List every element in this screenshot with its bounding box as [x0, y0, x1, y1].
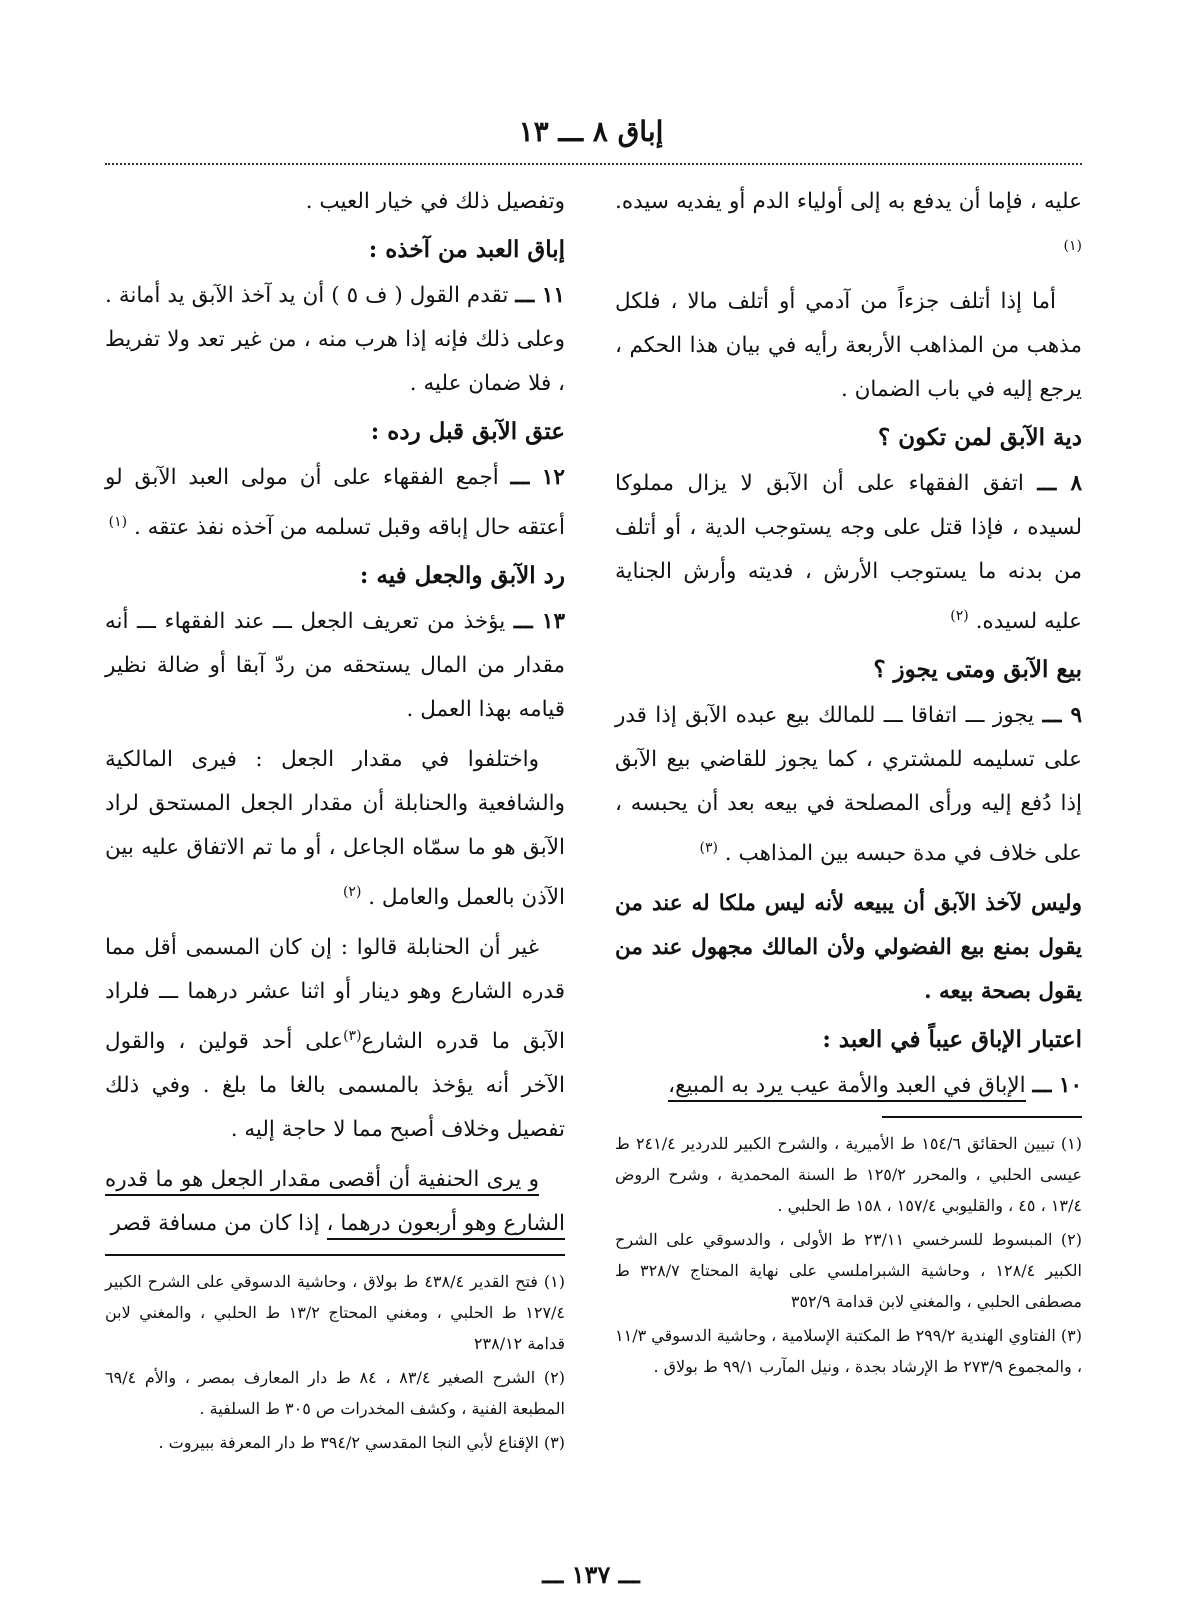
- footnote-divider: [882, 1116, 1082, 1118]
- section-heading: رد الآبق والجعل فيه :: [359, 562, 565, 590]
- section-heading: بيع الآبق ومتى يجوز ؟: [873, 656, 1082, 684]
- footnotes: [105, 1266, 565, 1458]
- section-heading: دية الآبق لمن تكون ؟: [878, 424, 1082, 452]
- paragraph: واختلفوا في مقدار الجعل : فيرى المالكية والشافعية والحنابلة أن مقدار الجعل المستحق لراد الآبق هو ما سمّاه الجاعل ، أو ما تم الاتفاق عليه بين الآذن بالعمل والعامل . $^{(٢)}$: [105, 747, 565, 911]
- section-number: ٨ ـــ: [1037, 471, 1083, 497]
- footnote: (٢) الشرح الصغير ٨٣/٤ ، ٨٤ ط دار المعارف بمصر ، والأم ٦٩/٤ المطبعة الفنية ، وكشف المخدرات ص ٣٠٥ ط السلفية .: [105, 1368, 565, 1419]
- section-heading: إباق العبد من آخذه :: [368, 236, 565, 263]
- footnotes: [615, 1128, 1082, 1382]
- section-heading: اعتبار الإباق عيباً في العبد :: [822, 1026, 1082, 1054]
- left-column: [105, 180, 565, 1461]
- paragraph: ١١ ـــ تقدم القول ( ف ٥ ) أن يد آخذ الآبق يد أمانة . وعلى ذلك فإنه إذا هرب منه ، من غير تعد ولا تفريط ، فلا ضمان عليه .: [105, 283, 565, 396]
- footnote-ref: (٣): [699, 840, 718, 857]
- paragraph: ٩ ـــ يجوز ـــ اتفاقا ـــ للمالك بيع عبده الآبق إذا قدر على تسليمه للمشتري ، كما يجوز للقاضي بيع الآبق إذا دُفع إليه ورأى المصلحة في بيعه بعد أن يحبسه ، على خلاف في مدة حبسه بين المذاهب . $^{(٣)}$: [615, 703, 1082, 867]
- paragraph: أما إذا أتلف جزءاً من آدمي أو أتلف مالا ، فلكل مذهب من المذاهب الأربعة رأيه في بيان هذا الحكم ، يرجع إليه في باب الضمان .: [615, 289, 1082, 403]
- section-number: ١٣ ـــ: [513, 609, 565, 635]
- footnote: (٣) الإقناع لأبي النجا المقدسي ٣٩٤/٢ ط دار المعرفة ببيروت .: [158, 1433, 565, 1453]
- footnote-divider: [105, 1254, 565, 1256]
- footnote: (١) تبيين الحقائق ١٥٤/٦ ط الأميرية ، والشرح الكبير للدردير ٢٤١/٤ ط عيسى الحلبي ، والمحرر ١٢٥/٢ ط السنة المحمدية ، وشرح الروض ١٣/٤ ، ٤٥ ، والقليوبي ١٥٧/٤ ، ١٥٨ ط الحلبي .: [615, 1134, 1083, 1216]
- page-header: إباق ٨ ـــ ١٣: [518, 115, 664, 148]
- paragraph: عليه ، فإما أن يدفع به إلى أولياء الدم أو يفديه سيده. $^{(١)}$: [615, 189, 1082, 254]
- footnote: (٢) المبسوط للسرخسي ٢٣/١١ ط الأولى ، والدسوقي على الشرح الكبير ١٢٨/٤ ، وحاشية الشبراملسي على نهاية المحتاج ٣٢٨/٧ ط مصطفى الحلبي ، والمغني لابن قدامة ٣٥٢/٩: [615, 1230, 1083, 1312]
- paragraph: ١٣ ـــ يؤخذ من تعريف الجعل ـــ عند الفقهاء ـــ أنه مقدار من المال يستحقه من ردّ آبقا أو ضالة نظير قيامه بهذا العمل .: [105, 609, 565, 723]
- header-divider: [105, 163, 1082, 165]
- footnote-ref: (١): [108, 514, 128, 530]
- paragraph: وليس لآخذ الآبق أن يبيعه لأنه ليس ملكا له عند من يقول بمنع بيع الفضولي ولأن المالك مجهول عند من يقول بصحة بيعه .: [615, 891, 1082, 1005]
- footnote-ref: (٢): [950, 608, 969, 625]
- paragraph: ٨ ـــ اتفق الفقهاء على أن الآبق لا يزال مملوكا لسيده ، فإذا قتل على وجه يستوجب الدية ، أو أتلف من بدنه ما يستوجب الأرش ، فديته وأرش الجناية عليه لسيده. $^{(٢)}$: [615, 471, 1083, 635]
- right-column: [615, 180, 1082, 1385]
- page-number: ـــ ١٣٧ ـــ: [542, 1560, 640, 1589]
- paragraph: ١٠ ـــ الإباق في العبد والأمة عيب يرد به المبيع،: [615, 1064, 1082, 1108]
- footnote-ref: (٢): [342, 884, 362, 901]
- section-number: ٩ ـــ: [1042, 703, 1082, 729]
- footnote-ref: (٣): [343, 1028, 362, 1045]
- section-number: ١١ ـــ: [515, 283, 565, 308]
- section-heading: عتق الآبق قبل رده :: [370, 418, 565, 445]
- paragraph: غير أن الحنابلة قالوا : إن كان المسمى أقل مما قدره الشارع وهو دينار أو اثنا عشر درهما ـــ فلراد الآبق ما قدره الشارع$^{(٣)}$على أحد قولين ، والقول الآخر أنه يؤخذ بالمسمى بالغا ما بلغ . وفي ذلك تفصيل وخلاف أصبح مما لا حاجة إليه .: [105, 935, 565, 1143]
- section-number: ١٢ ـــ: [510, 465, 565, 490]
- paragraph: ١٢ ـــ أجمع الفقهاء على أن مولى العبد الآبق لو أعتقه حال إباقه وقبل تسلمه من آخذه نفذ عتقه . $^{(١)}$: [105, 465, 565, 541]
- footnote: (٣) الفتاوي الهندية ٢٩٩/٢ ط المكتبة الإسلامية ، وحاشية الدسوقي ١١/٣ ، والمجموع ٢٧٣/٩ ط الإرشاد بجدة ، ونيل المآرب ٩٩/١ ط بولاق .: [615, 1326, 1082, 1377]
- paragraph: وتفصيل ذلك في خيار العيب .: [305, 189, 565, 214]
- section-number: ١٠ ـــ: [1032, 1073, 1082, 1099]
- paragraph: و يرى الحنفية أن أقصى مقدار الجعل هو ما قدره الشارع وهو أربعون درهما ، إذا كان من مسافة قصر: [105, 1158, 565, 1246]
- footnote: (١) فتح القدير ٤٣٨/٤ ط بولاق ، وحاشية الدسوقي على الشرح الكبير ١٢٧/٤ ط الحلبي ، ومغني المحتاج ١٣/٢ ط الحلبي ، والمغني لابن قدامة ٢٣٨/١٢: [105, 1272, 566, 1354]
- footnote-ref: (١): [1063, 238, 1082, 254]
